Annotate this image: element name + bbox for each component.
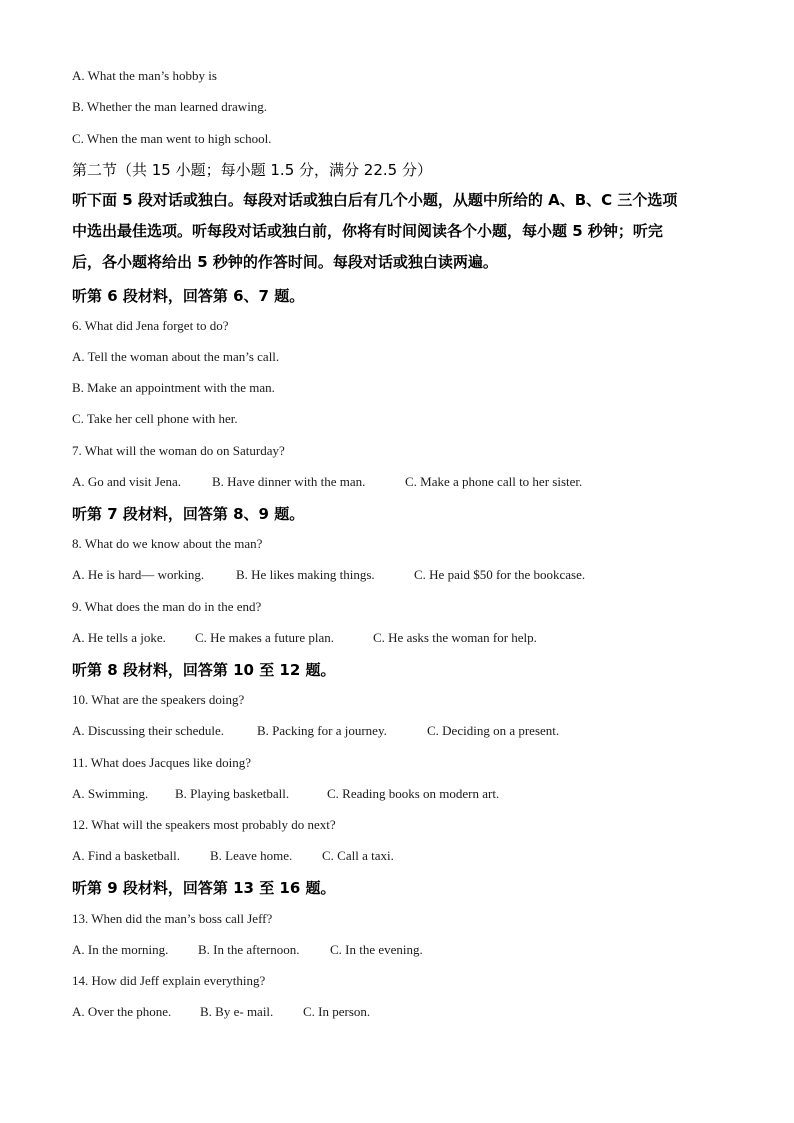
q14-option-c: C. In person. [303,1004,371,1019]
q12-option-a: A. Find a basketball. [72,848,180,863]
q6-option-b: B. Make an appointment with the man. [72,380,275,395]
q14-option-b: B. By e- mail. [200,1004,274,1019]
q14-options [72,1004,370,1020]
q13-option-b: B. In the afternoon. [198,942,300,957]
directions-line: 中选出最佳选项。听每段对话或独白前，你将有时间阅读各个小题，每小题 5 秒钟；听完 [72,222,663,240]
q12-option-c: C. Call a taxi. [322,848,394,863]
q7-option-c: C. Make a phone call to her sister. [405,474,583,489]
q9-option-a: A. He tells a joke. [72,630,166,645]
q11-option-a: A. Swimming. [72,786,149,801]
q6-question: 6. What did Jena forget to do? [72,318,229,333]
q8-option-a: A. He is hard— working. [72,567,205,582]
q8-option-b: B. He likes making things. [236,567,375,582]
material-9-heading: 听第 9 段材料，回答第 13 至 16 题。 [72,879,336,897]
q5-option-a: A. What the man’s hobby is [72,68,217,83]
q14-option-a: A. Over the phone. [72,1004,172,1019]
q9-options [72,630,537,646]
q10-option-c: C. Deciding on a present. [427,723,560,738]
q9-option-b: C. He makes a future plan. [195,630,334,645]
q12-options [72,848,394,864]
q13-option-a: A. In the morning. [72,942,169,957]
q9-option-c: C. He asks the woman for help. [373,630,537,645]
material-6-heading: 听第 6 段材料，回答第 6、7 题。 [72,287,305,305]
q11-option-b: B. Playing basketball. [175,786,290,801]
q7-option-b: B. Have dinner with the man. [212,474,366,489]
q11-option-c: C. Reading books on modern art. [327,786,500,801]
q14-question: 14. How did Jeff explain everything? [72,973,266,988]
q11-options [72,786,499,802]
q7-options [72,474,582,490]
q13-options [72,942,423,958]
q7-option-a: A. Go and visit Jena. [72,474,182,489]
directions-line: 听下面 5 段对话或独白。每段对话或独白后有几个小题，从题中所给的 A、B、C 三个选项 [72,191,678,209]
q8-question: 8. What do we know about the man? [72,536,263,551]
q10-option-a: A. Discussing their schedule. [72,723,225,738]
q5-option-b: B. Whether the man learned drawing. [72,99,268,114]
q8-options [72,567,585,583]
section-title: 第二节（共 15 小题；每小题 1.5 分，满分 22.5 分） [72,161,432,179]
q8-option-c: C. He paid $50 for the bookcase. [414,567,586,582]
q13-option-c: C. In the evening. [330,942,423,957]
q10-question: 10. What are the speakers doing? [72,692,245,707]
q5-option-c: C. When the man went to high school. [72,131,272,146]
section-directions [72,185,722,278]
material-7-heading: 听第 7 段材料，回答第 8、9 题。 [72,505,305,523]
directions-line: 后，各小题将给出 5 秒钟的作答时间。每段对话或独白读两遍。 [72,253,498,271]
q10-options [72,723,559,739]
material-8-heading: 听第 8 段材料，回答第 10 至 12 题。 [72,661,336,679]
q11-question: 11. What does Jacques like doing? [72,755,252,770]
q12-question: 12. What will the speakers most probably do next? [72,817,336,832]
q6-option-c: C. Take her cell phone with her. [72,411,238,426]
q7-question: 7. What will the woman do on Saturday? [72,443,285,458]
q13-question: 13. When did the man’s boss call Jeff? [72,911,273,926]
q9-question: 9. What does the man do in the end? [72,599,262,614]
q6-option-a: A. Tell the woman about the man’s call. [72,349,280,364]
q12-option-b: B. Leave home. [210,848,293,863]
q10-option-b: B. Packing for a journey. [257,723,387,738]
